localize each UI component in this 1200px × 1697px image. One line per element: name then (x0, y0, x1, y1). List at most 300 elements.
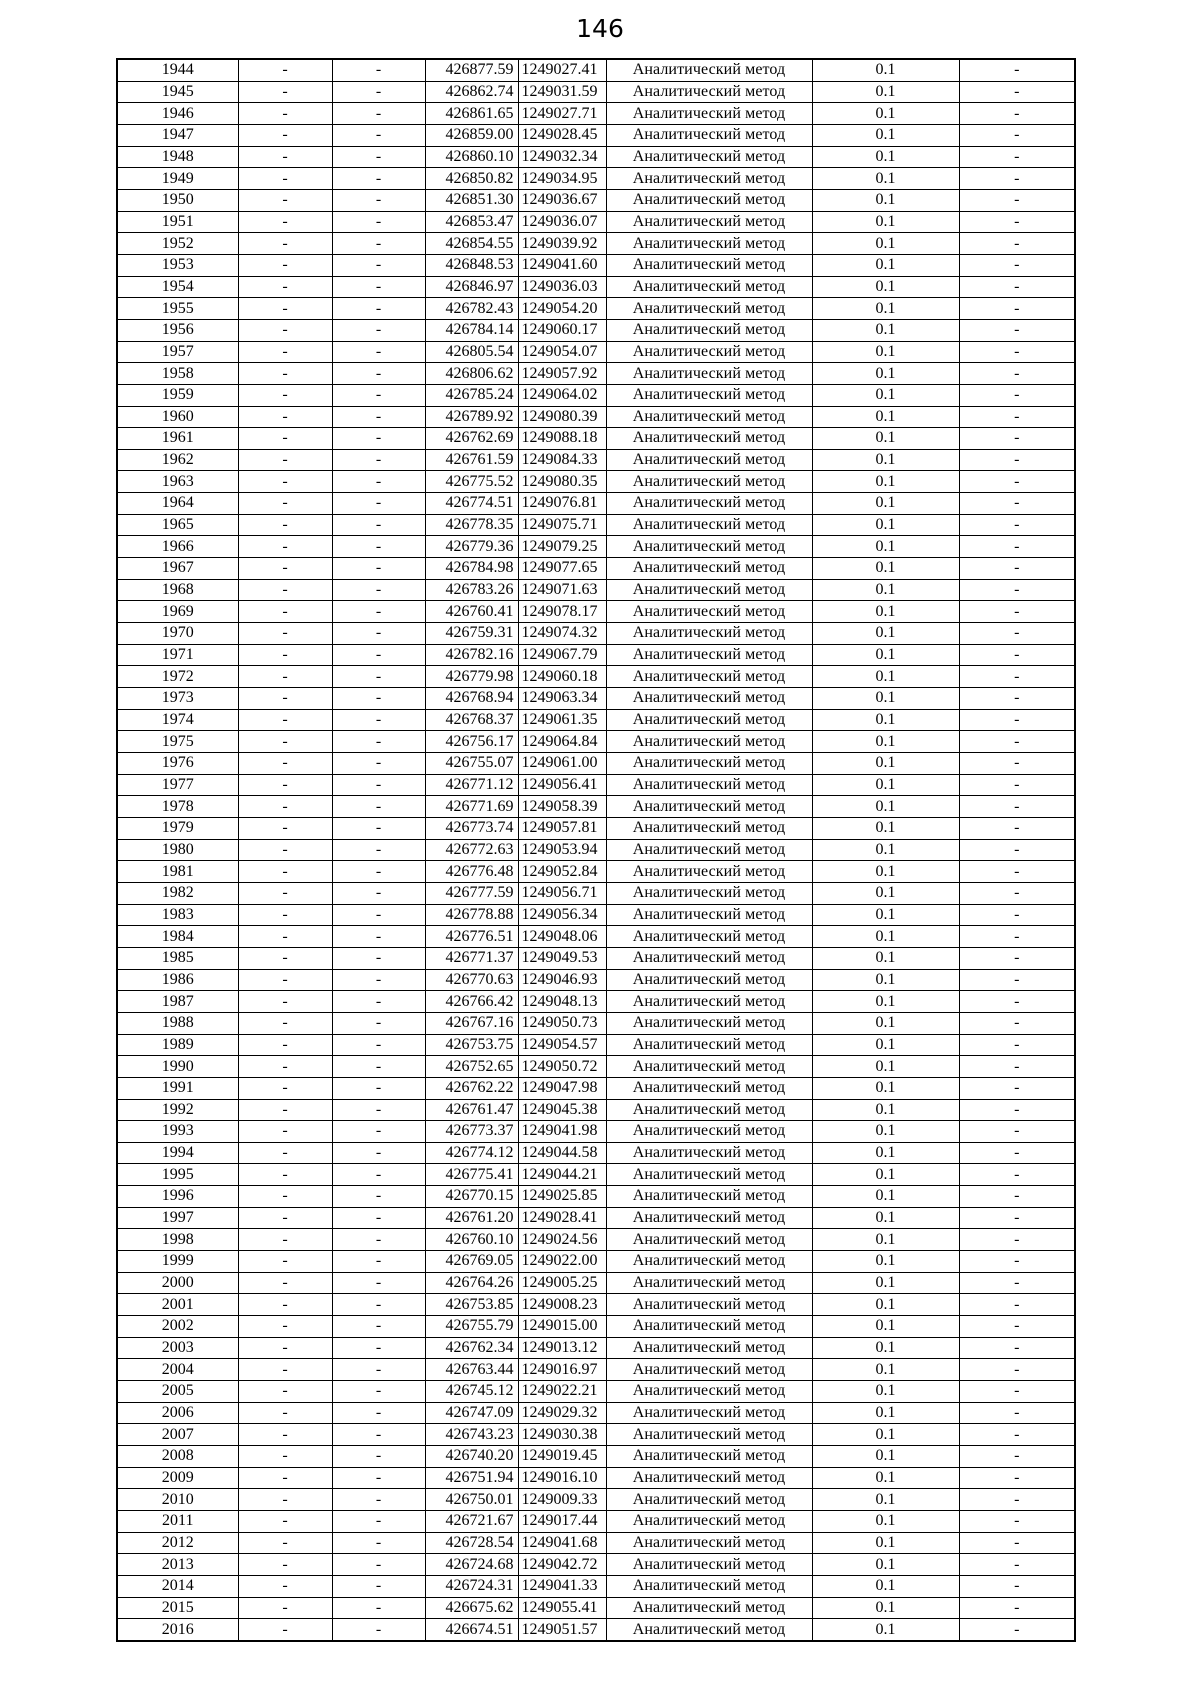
accuracy-cell: 0.1 (812, 1099, 959, 1121)
table-row (117, 947, 1075, 969)
column-2-cell: - (238, 59, 332, 81)
column-3-cell: - (332, 1489, 425, 1511)
table-row (117, 341, 1075, 363)
method-cell: Аналитический метод (606, 384, 812, 406)
column-3-cell: - (332, 947, 425, 969)
column-8-cell: - (959, 861, 1075, 883)
accuracy-cell: 0.1 (812, 493, 959, 515)
method-cell: Аналитический метод (606, 1294, 812, 1316)
x-coordinate-cell: 426785.24 (425, 384, 518, 406)
column-2-cell: - (238, 428, 332, 450)
x-coordinate-cell: 426861.65 (425, 103, 518, 125)
y-coordinate-cell: 1249050.72 (518, 1056, 606, 1078)
column-3-cell: - (332, 1337, 425, 1359)
x-coordinate-cell: 426775.41 (425, 1164, 518, 1186)
table-row (117, 493, 1075, 515)
x-coordinate-cell: 426674.51 (425, 1619, 518, 1641)
column-3-cell: - (332, 1012, 425, 1034)
y-coordinate-cell: 1249048.13 (518, 991, 606, 1013)
x-coordinate-cell: 426764.26 (425, 1272, 518, 1294)
table-row (117, 1575, 1075, 1597)
column-8-cell: - (959, 1229, 1075, 1251)
method-cell: Аналитический метод (606, 601, 812, 623)
y-coordinate-cell: 1249049.53 (518, 947, 606, 969)
accuracy-cell: 0.1 (812, 341, 959, 363)
y-coordinate-cell: 1249063.34 (518, 688, 606, 710)
column-2-cell: - (238, 1207, 332, 1229)
x-coordinate-cell: 426751.94 (425, 1467, 518, 1489)
y-coordinate-cell: 1249025.85 (518, 1186, 606, 1208)
method-cell: Аналитический метод (606, 666, 812, 688)
column-2-cell: - (238, 882, 332, 904)
accuracy-cell: 0.1 (812, 1316, 959, 1338)
x-coordinate-cell: 426860.10 (425, 146, 518, 168)
accuracy-cell: 0.1 (812, 601, 959, 623)
method-cell: Аналитический метод (606, 1532, 812, 1554)
accuracy-cell: 0.1 (812, 709, 959, 731)
method-cell: Аналитический метод (606, 493, 812, 515)
column-3-cell: - (332, 1359, 425, 1381)
y-coordinate-cell: 1249009.33 (518, 1489, 606, 1511)
column-3-cell: - (332, 384, 425, 406)
method-cell: Аналитический метод (606, 1316, 812, 1338)
column-8-cell: - (959, 146, 1075, 168)
method-cell: Аналитический метод (606, 211, 812, 233)
method-cell: Аналитический метод (606, 1381, 812, 1403)
x-coordinate-cell: 426755.79 (425, 1316, 518, 1338)
accuracy-cell: 0.1 (812, 731, 959, 753)
method-cell: Аналитический метод (606, 319, 812, 341)
table-row (117, 428, 1075, 450)
y-coordinate-cell: 1249029.32 (518, 1402, 606, 1424)
accuracy-cell: 0.1 (812, 882, 959, 904)
column-3-cell: - (332, 991, 425, 1013)
accuracy-cell: 0.1 (812, 623, 959, 645)
accuracy-cell: 0.1 (812, 1186, 959, 1208)
y-coordinate-cell: 1249053.94 (518, 839, 606, 861)
column-2-cell: - (238, 1510, 332, 1532)
column-2-cell: - (238, 1034, 332, 1056)
y-coordinate-cell: 1249052.84 (518, 861, 606, 883)
y-coordinate-cell: 1249046.93 (518, 969, 606, 991)
table-row (117, 233, 1075, 255)
accuracy-cell: 0.1 (812, 1077, 959, 1099)
y-coordinate-cell: 1249077.65 (518, 558, 606, 580)
point-number-cell: 1958 (117, 363, 238, 385)
method-cell: Аналитический метод (606, 731, 812, 753)
column-2-cell: - (238, 1575, 332, 1597)
x-coordinate-cell: 426774.51 (425, 493, 518, 515)
column-3-cell: - (332, 1229, 425, 1251)
column-8-cell: - (959, 947, 1075, 969)
table-row (117, 363, 1075, 385)
column-3-cell: - (332, 319, 425, 341)
table-row (117, 1510, 1075, 1532)
column-8-cell: - (959, 753, 1075, 775)
table-row (117, 1619, 1075, 1641)
column-2-cell: - (238, 168, 332, 190)
column-8-cell: - (959, 1467, 1075, 1489)
y-coordinate-cell: 1249036.67 (518, 189, 606, 211)
point-number-cell: 2014 (117, 1575, 238, 1597)
point-number-cell: 1991 (117, 1077, 238, 1099)
column-2-cell: - (238, 233, 332, 255)
method-cell: Аналитический метод (606, 59, 812, 81)
x-coordinate-cell: 426848.53 (425, 254, 518, 276)
x-coordinate-cell: 426762.69 (425, 428, 518, 450)
column-3-cell: - (332, 298, 425, 320)
method-cell: Аналитический метод (606, 449, 812, 471)
column-2-cell: - (238, 1164, 332, 1186)
table-row (117, 1402, 1075, 1424)
column-8-cell: - (959, 514, 1075, 536)
x-coordinate-cell: 426784.98 (425, 558, 518, 580)
column-3-cell: - (332, 796, 425, 818)
y-coordinate-cell: 1249045.38 (518, 1099, 606, 1121)
column-3-cell: - (332, 1510, 425, 1532)
column-3-cell: - (332, 1597, 425, 1619)
column-2-cell: - (238, 753, 332, 775)
column-2-cell: - (238, 493, 332, 515)
accuracy-cell: 0.1 (812, 1446, 959, 1468)
column-8-cell: - (959, 1554, 1075, 1576)
method-cell: Аналитический метод (606, 298, 812, 320)
column-8-cell: - (959, 1056, 1075, 1078)
column-3-cell: - (332, 363, 425, 385)
accuracy-cell: 0.1 (812, 1056, 959, 1078)
table-body (117, 59, 1075, 1641)
accuracy-cell: 0.1 (812, 1121, 959, 1143)
column-3-cell: - (332, 211, 425, 233)
accuracy-cell: 0.1 (812, 1532, 959, 1554)
column-2-cell: - (238, 1337, 332, 1359)
accuracy-cell: 0.1 (812, 1034, 959, 1056)
point-number-cell: 1994 (117, 1142, 238, 1164)
method-cell: Аналитический метод (606, 1056, 812, 1078)
x-coordinate-cell: 426724.31 (425, 1575, 518, 1597)
column-2-cell: - (238, 254, 332, 276)
column-8-cell: - (959, 1510, 1075, 1532)
point-number-cell: 1959 (117, 384, 238, 406)
table-row (117, 709, 1075, 731)
column-8-cell: - (959, 817, 1075, 839)
table-row (117, 1077, 1075, 1099)
y-coordinate-cell: 1249019.45 (518, 1446, 606, 1468)
x-coordinate-cell: 426756.17 (425, 731, 518, 753)
accuracy-cell: 0.1 (812, 774, 959, 796)
point-number-cell: 1975 (117, 731, 238, 753)
point-number-cell: 2003 (117, 1337, 238, 1359)
column-3-cell: - (332, 969, 425, 991)
x-coordinate-cell: 426779.98 (425, 666, 518, 688)
table-row (117, 904, 1075, 926)
x-coordinate-cell: 426776.48 (425, 861, 518, 883)
y-coordinate-cell: 1249024.56 (518, 1229, 606, 1251)
method-cell: Аналитический метод (606, 1207, 812, 1229)
column-2-cell: - (238, 947, 332, 969)
y-coordinate-cell: 1249061.00 (518, 753, 606, 775)
accuracy-cell: 0.1 (812, 189, 959, 211)
column-8-cell: - (959, 926, 1075, 948)
column-8-cell: - (959, 558, 1075, 580)
column-2-cell: - (238, 1251, 332, 1273)
column-8-cell: - (959, 1251, 1075, 1273)
column-8-cell: - (959, 189, 1075, 211)
column-8-cell: - (959, 623, 1075, 645)
y-coordinate-cell: 1249056.71 (518, 882, 606, 904)
table-row (117, 882, 1075, 904)
column-3-cell: - (332, 1467, 425, 1489)
column-2-cell: - (238, 623, 332, 645)
x-coordinate-cell: 426768.37 (425, 709, 518, 731)
y-coordinate-cell: 1249013.12 (518, 1337, 606, 1359)
column-2-cell: - (238, 1532, 332, 1554)
y-coordinate-cell: 1249064.02 (518, 384, 606, 406)
point-number-cell: 2015 (117, 1597, 238, 1619)
point-number-cell: 1976 (117, 753, 238, 775)
x-coordinate-cell: 426846.97 (425, 276, 518, 298)
column-2-cell: - (238, 536, 332, 558)
column-8-cell: - (959, 1142, 1075, 1164)
x-coordinate-cell: 426761.47 (425, 1099, 518, 1121)
x-coordinate-cell: 426745.12 (425, 1381, 518, 1403)
y-coordinate-cell: 1249016.97 (518, 1359, 606, 1381)
x-coordinate-cell: 426762.22 (425, 1077, 518, 1099)
column-2-cell: - (238, 861, 332, 883)
column-3-cell: - (332, 341, 425, 363)
column-8-cell: - (959, 904, 1075, 926)
point-number-cell: 2002 (117, 1316, 238, 1338)
column-8-cell: - (959, 882, 1075, 904)
point-number-cell: 2004 (117, 1359, 238, 1381)
x-coordinate-cell: 426747.09 (425, 1402, 518, 1424)
column-8-cell: - (959, 1381, 1075, 1403)
accuracy-cell: 0.1 (812, 1510, 959, 1532)
table-row (117, 558, 1075, 580)
method-cell: Аналитический метод (606, 1446, 812, 1468)
column-8-cell: - (959, 1402, 1075, 1424)
table-row (117, 1316, 1075, 1338)
accuracy-cell: 0.1 (812, 1207, 959, 1229)
column-8-cell: - (959, 254, 1075, 276)
accuracy-cell: 0.1 (812, 1359, 959, 1381)
column-3-cell: - (332, 493, 425, 515)
table-row (117, 644, 1075, 666)
column-8-cell: - (959, 1164, 1075, 1186)
table-row (117, 514, 1075, 536)
x-coordinate-cell: 426877.59 (425, 59, 518, 81)
column-2-cell: - (238, 319, 332, 341)
y-coordinate-cell: 1249057.92 (518, 363, 606, 385)
accuracy-cell: 0.1 (812, 124, 959, 146)
column-2-cell: - (238, 926, 332, 948)
column-2-cell: - (238, 644, 332, 666)
column-3-cell: - (332, 471, 425, 493)
x-coordinate-cell: 426750.01 (425, 1489, 518, 1511)
table-row (117, 774, 1075, 796)
point-number-cell: 2009 (117, 1467, 238, 1489)
point-number-cell: 2008 (117, 1446, 238, 1468)
accuracy-cell: 0.1 (812, 211, 959, 233)
method-cell: Аналитический метод (606, 991, 812, 1013)
column-2-cell: - (238, 1489, 332, 1511)
point-number-cell: 1988 (117, 1012, 238, 1034)
y-coordinate-cell: 1249041.33 (518, 1575, 606, 1597)
table-row (117, 1359, 1075, 1381)
column-2-cell: - (238, 731, 332, 753)
point-number-cell: 1965 (117, 514, 238, 536)
accuracy-cell: 0.1 (812, 839, 959, 861)
table-row (117, 124, 1075, 146)
column-8-cell: - (959, 1294, 1075, 1316)
point-number-cell: 1955 (117, 298, 238, 320)
column-8-cell: - (959, 81, 1075, 103)
accuracy-cell: 0.1 (812, 796, 959, 818)
method-cell: Аналитический метод (606, 406, 812, 428)
x-coordinate-cell: 426862.74 (425, 81, 518, 103)
column-2-cell: - (238, 189, 332, 211)
column-3-cell: - (332, 753, 425, 775)
table-row (117, 406, 1075, 428)
point-number-cell: 2005 (117, 1381, 238, 1403)
accuracy-cell: 0.1 (812, 1164, 959, 1186)
x-coordinate-cell: 426763.44 (425, 1359, 518, 1381)
column-2-cell: - (238, 1099, 332, 1121)
column-2-cell: - (238, 579, 332, 601)
column-3-cell: - (332, 1402, 425, 1424)
method-cell: Аналитический метод (606, 536, 812, 558)
column-8-cell: - (959, 233, 1075, 255)
method-cell: Аналитический метод (606, 1229, 812, 1251)
table-row (117, 1272, 1075, 1294)
column-2-cell: - (238, 1446, 332, 1468)
column-2-cell: - (238, 1294, 332, 1316)
column-3-cell: - (332, 601, 425, 623)
column-2-cell: - (238, 298, 332, 320)
y-coordinate-cell: 1249036.07 (518, 211, 606, 233)
accuracy-cell: 0.1 (812, 991, 959, 1013)
column-3-cell: - (332, 817, 425, 839)
accuracy-cell: 0.1 (812, 1467, 959, 1489)
method-cell: Аналитический метод (606, 1099, 812, 1121)
y-coordinate-cell: 1249008.23 (518, 1294, 606, 1316)
accuracy-cell: 0.1 (812, 1489, 959, 1511)
column-3-cell: - (332, 81, 425, 103)
table-row (117, 1597, 1075, 1619)
accuracy-cell: 0.1 (812, 1554, 959, 1576)
column-8-cell: - (959, 319, 1075, 341)
method-cell: Аналитический метод (606, 1619, 812, 1641)
accuracy-cell: 0.1 (812, 1619, 959, 1641)
column-2-cell: - (238, 1056, 332, 1078)
accuracy-cell: 0.1 (812, 558, 959, 580)
method-cell: Аналитический метод (606, 861, 812, 883)
column-3-cell: - (332, 1121, 425, 1143)
method-cell: Аналитический метод (606, 969, 812, 991)
table-row (117, 1251, 1075, 1273)
coordinates-table (116, 58, 1076, 1642)
x-coordinate-cell: 426782.16 (425, 644, 518, 666)
column-2-cell: - (238, 514, 332, 536)
y-coordinate-cell: 1249078.17 (518, 601, 606, 623)
table-row (117, 211, 1075, 233)
point-number-cell: 1949 (117, 168, 238, 190)
column-3-cell: - (332, 774, 425, 796)
method-cell: Аналитический метод (606, 1554, 812, 1576)
column-3-cell: - (332, 276, 425, 298)
accuracy-cell: 0.1 (812, 1142, 959, 1164)
method-cell: Аналитический метод (606, 558, 812, 580)
y-coordinate-cell: 1249047.98 (518, 1077, 606, 1099)
y-coordinate-cell: 1249036.03 (518, 276, 606, 298)
column-2-cell: - (238, 341, 332, 363)
column-2-cell: - (238, 1597, 332, 1619)
x-coordinate-cell: 426851.30 (425, 189, 518, 211)
point-number-cell: 2016 (117, 1619, 238, 1641)
method-cell: Аналитический метод (606, 1012, 812, 1034)
y-coordinate-cell: 1249028.45 (518, 124, 606, 146)
x-coordinate-cell: 426778.88 (425, 904, 518, 926)
x-coordinate-cell: 426859.00 (425, 124, 518, 146)
point-number-cell: 1996 (117, 1186, 238, 1208)
column-8-cell: - (959, 1316, 1075, 1338)
column-8-cell: - (959, 1207, 1075, 1229)
column-8-cell: - (959, 493, 1075, 515)
table-row (117, 536, 1075, 558)
y-coordinate-cell: 1249054.07 (518, 341, 606, 363)
table-row (117, 298, 1075, 320)
point-number-cell: 1962 (117, 449, 238, 471)
column-8-cell: - (959, 1077, 1075, 1099)
column-3-cell: - (332, 1446, 425, 1468)
method-cell: Аналитический метод (606, 103, 812, 125)
point-number-cell: 1970 (117, 623, 238, 645)
accuracy-cell: 0.1 (812, 926, 959, 948)
y-coordinate-cell: 1249030.38 (518, 1424, 606, 1446)
column-8-cell: - (959, 363, 1075, 385)
x-coordinate-cell: 426779.36 (425, 536, 518, 558)
column-3-cell: - (332, 731, 425, 753)
x-coordinate-cell: 426783.26 (425, 579, 518, 601)
column-2-cell: - (238, 124, 332, 146)
column-3-cell: - (332, 1575, 425, 1597)
y-coordinate-cell: 1249075.71 (518, 514, 606, 536)
x-coordinate-cell: 426759.31 (425, 623, 518, 645)
column-8-cell: - (959, 1099, 1075, 1121)
x-coordinate-cell: 426721.67 (425, 1510, 518, 1532)
column-8-cell: - (959, 1034, 1075, 1056)
method-cell: Аналитический метод (606, 1467, 812, 1489)
x-coordinate-cell: 426782.43 (425, 298, 518, 320)
accuracy-cell: 0.1 (812, 644, 959, 666)
table-row (117, 1186, 1075, 1208)
point-number-cell: 1950 (117, 189, 238, 211)
method-cell: Аналитический метод (606, 839, 812, 861)
column-3-cell: - (332, 1142, 425, 1164)
table-row (117, 1056, 1075, 1078)
column-8-cell: - (959, 1575, 1075, 1597)
column-3-cell: - (332, 882, 425, 904)
accuracy-cell: 0.1 (812, 947, 959, 969)
point-number-cell: 1984 (117, 926, 238, 948)
y-coordinate-cell: 1249080.39 (518, 406, 606, 428)
table-row (117, 1467, 1075, 1489)
y-coordinate-cell: 1249022.00 (518, 1251, 606, 1273)
accuracy-cell: 0.1 (812, 254, 959, 276)
method-cell: Аналитический метод (606, 947, 812, 969)
point-number-cell: 1995 (117, 1164, 238, 1186)
column-3-cell: - (332, 861, 425, 883)
